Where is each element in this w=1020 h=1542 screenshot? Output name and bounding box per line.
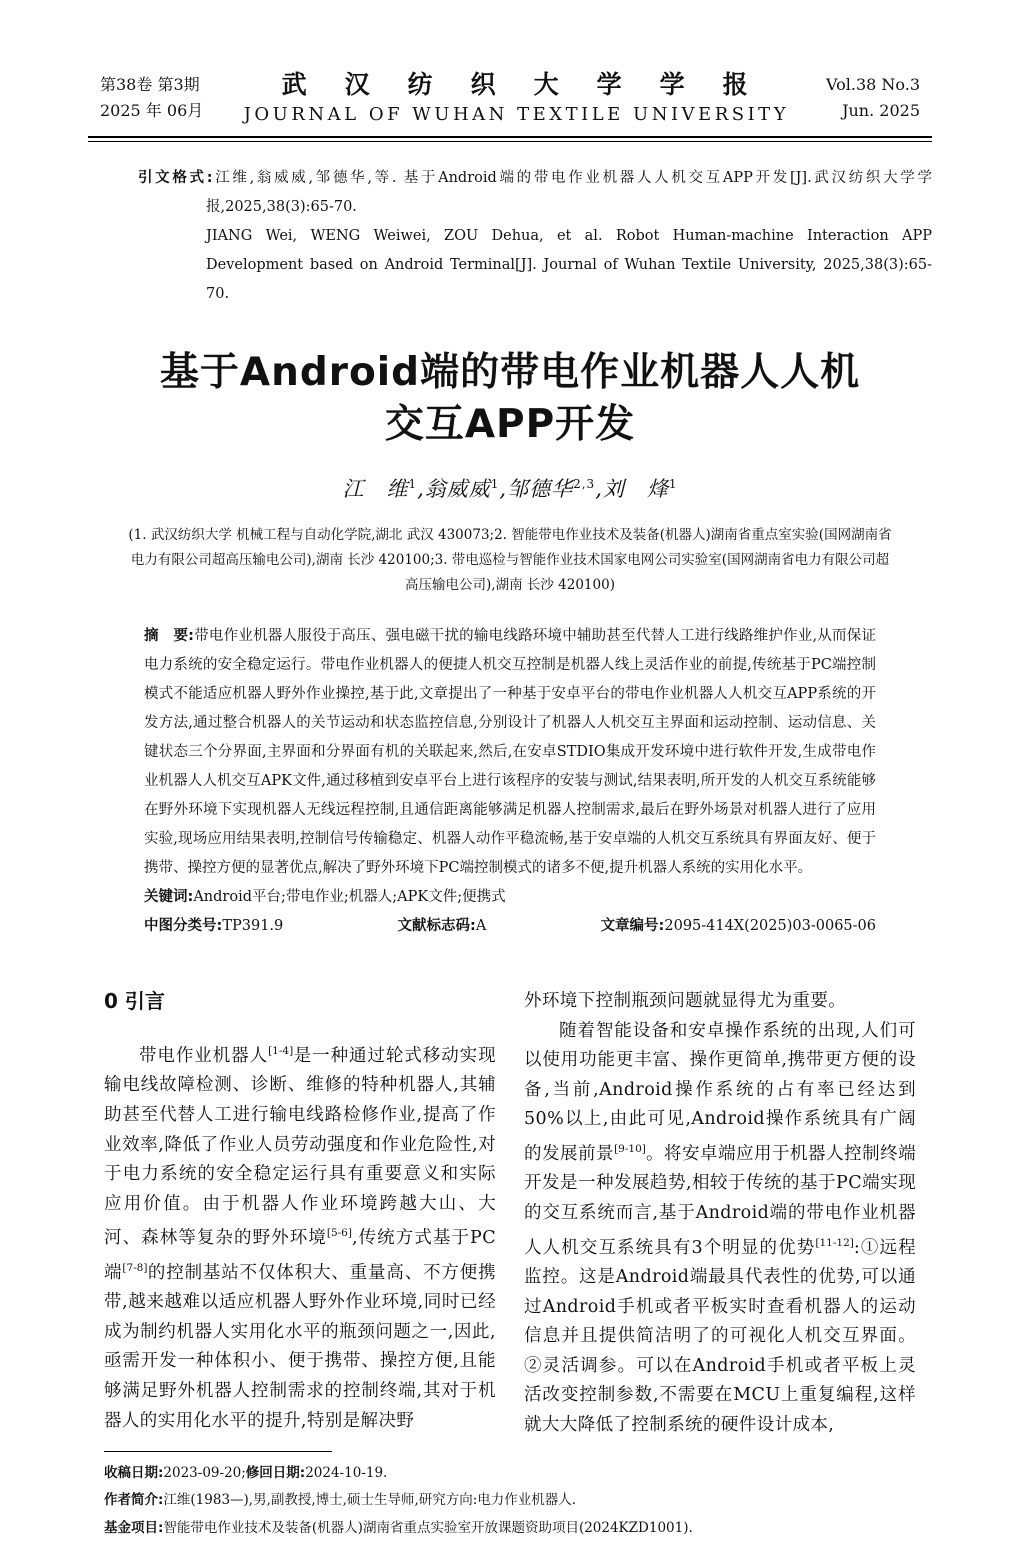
article-id-label: 文章编号: bbox=[600, 918, 665, 934]
article-title bbox=[88, 347, 932, 451]
keywords-text: Android平台;带电作业;机器人;APK文件;便携式 bbox=[193, 889, 506, 905]
volume-info bbox=[826, 72, 920, 124]
footnote-dates bbox=[104, 1460, 932, 1488]
clc-label: 中图分类号: bbox=[144, 918, 223, 934]
intro-paragraph-left: 带电作业机器人[1-4]是一种通过轮式移动实现输电线故障检测、诊断、维修的特种机器人,其辅助甚至代替人工进行输电线路检修作业,提高了作业效率,降低了作业人员劳动强度和作业危险性,对于电力系统的安全稳定运行具有重要意义和实际应用价值。由于机器人作业环境跨越大山、大河、森林等复杂的野外环境[5-6],传统方式基于PC端[7-8]的控制基站不仅体积大、重量高、不方便携带,越来越难以适应机器人野外作业环境,同时已经成为制约机器人实用化水平的瓶颈问题之一,因此,亟需开发一种体积小、便于携带、操控方便,且能够满足野外机器人控制需求的控制终端,其对于机器人的实用化水平的提升,特别是解决野 bbox=[104, 1045, 496, 1431]
citation-format-label: 引文格式: bbox=[138, 170, 213, 186]
citation-zh bbox=[138, 164, 932, 222]
received-date-label: 收稿日期: bbox=[104, 1464, 164, 1481]
journal-name-en: JOURNAL OF WUHAN TEXTILE UNIVERSITY bbox=[243, 104, 790, 125]
left-column bbox=[104, 987, 496, 1441]
citation-en: JIANG Wei, WENG Weiwei, ZOU Dehua, et al. Robot Human-machine Interaction APP Development based on Android Terminal[J]. Journal of Wuhan Textile University, 2025,38(3):65-70. bbox=[206, 228, 932, 302]
issue-date-en: Jun. 2025 bbox=[842, 101, 920, 120]
clc-value: TP391.9 bbox=[222, 918, 284, 934]
journal-masthead bbox=[88, 68, 932, 128]
abstract-text: 带电作业机器人服役于高压、强电磁干扰的输电线路环境中辅助甚至代替人工进行线路维护作业,从而保证电力系统的安全稳定运行。带电作业机器人的便捷人机交互控制是机器人线上灵活作业的前提,传统基于PC端控制模式不能适应机器人野外作业操控,基于此,文章提出了一种基于安卓平台的带电作业机器人人机交互APP系统的开发方法,通过整合机器人的关节运动和状态监控信息,分别设计了机器人人机交互主界面和运动控制、运动信息、关键状态三个分界面,主界面和分界面有机的关联起来,然后,在安卓STDIO集成开发环境中进行软件开发,生成带电作业机器人人机交互APK文件,通过移植到安卓平台上进行该程序的安装与测试,结果表明,所开发的人机交互系统能够在野外环境下实现机器人无线远程控制,且通信距离能够满足机器人控制需求,最后在野外场景对机器人进行了应用实验,现场应用结果表明,控制信号传输稳定、机器人动作平稳流畅,基于安卓端的人机交互系统具有界面友好、便于携带、操控方便的显著优点,解决了野外环境下PC端控制模式的诸多不便,提升机器人系统的实用化水平。 bbox=[144, 628, 876, 876]
keywords-label: 关键词: bbox=[144, 889, 194, 905]
footnotes-block bbox=[104, 1451, 932, 1542]
volume-number-en: Vol.38 No.3 bbox=[826, 75, 920, 94]
intro-paragraph-continuation: 外环境下控制瓶颈问题就显得尤为重要。 bbox=[524, 991, 847, 1011]
article-body bbox=[104, 987, 916, 1441]
citation-block bbox=[138, 164, 932, 309]
article-title-line2: 交互APP开发 bbox=[384, 402, 636, 447]
journal-name-block bbox=[203, 68, 826, 128]
footnote-author-bio bbox=[104, 1487, 932, 1515]
article-id bbox=[601, 912, 876, 941]
citation-zh-text: 江维,翁威威,邹德华,等. 基于Android端的带电作业机器人人机交互APP开发[J].武汉纺织大学学报,2025,38(3):65-70. bbox=[206, 170, 932, 215]
clc-number bbox=[144, 912, 283, 941]
article-id-value: 2095-414X(2025)03-0065-06 bbox=[664, 918, 876, 934]
abstract bbox=[144, 622, 876, 883]
footnote-divider bbox=[104, 1451, 332, 1452]
issue-date-zh: 2025 年 06月 bbox=[100, 101, 204, 120]
authors-line: 江 维$^1$,翁威威$^1$,邹德华$^{2,3}$,刘 烽$^1$ bbox=[342, 477, 678, 501]
received-date: 2023-09-20; bbox=[163, 1464, 246, 1481]
author-bio-label: 作者简介: bbox=[104, 1492, 164, 1509]
revised-date: 2024-10-19. bbox=[305, 1464, 388, 1481]
funding-label: 基金项目: bbox=[104, 1519, 164, 1536]
document-code bbox=[398, 912, 487, 941]
keywords-line bbox=[144, 883, 876, 912]
journal-name-zh: 武汉纺织大学学报 bbox=[281, 70, 786, 99]
affiliations: (1. 武汉纺织大学 机械工程与自动化学院,湖北 武汉 430073;2. 智能带电作业技术及装备(机器人)湖南省重点室实验(国网湖南省电力有限公司超高压输电公司),湖南 长沙 420100;3. 带电巡检与智能作业技术国家电网公司实验室(国网湖南省电力有限公司超高压输电公司),湖南 长沙 420100) bbox=[128, 527, 892, 593]
author-bio-text: 江维(1983—),男,副教授,博士,硕士生导师,研究方向:电力作业机器人. bbox=[163, 1492, 577, 1509]
right-column bbox=[524, 987, 916, 1441]
classification-row bbox=[144, 912, 876, 941]
article-title-line1: 基于Android端的带电作业机器人人机 bbox=[159, 350, 861, 395]
section-heading-introduction: 0 引言 bbox=[104, 989, 165, 1013]
issue-volume-number: 第38卷 第3期 bbox=[100, 75, 200, 94]
issue-info bbox=[100, 72, 203, 124]
document-code-label: 文献标志码: bbox=[397, 918, 476, 934]
abstract-label: 摘 要: bbox=[144, 628, 194, 644]
funding-text: 智能带电作业技术及装备(机器人)湖南省重点实验室开放课题资助项目(2024KZD1001). bbox=[163, 1519, 693, 1536]
masthead-divider bbox=[88, 136, 932, 142]
document-code-value: A bbox=[475, 918, 487, 934]
article-meta bbox=[144, 622, 876, 941]
intro-paragraph-right: 随着智能设备和安卓操作系统的出现,人们可以使用功能更丰富、操作更简单,携带更方便的设备,当前,Android操作系统的占有率已经达到50%以上,由此可见,Android操作系统具有广阔的发展前景[9-10]。将安卓端应用于机器人控制终端开发是一种发展趋势,相较于传统的基于PC端实现的交互系统而言,基于Android端的带电作业机器人人机交互系统具有3个明显的优势[11-12]:①远程监控。这是Android端最具代表性的优势,可以通过Android手机或者平板实时查看机器人的运动信息并且提供简洁明了的可视化人机交互界面。②灵活调参。可以在Android手机或者平板上灵活改变控制参数,不需要在MCU上重复编程,这样就大大降低了控制系统的硬件设计成本, bbox=[524, 1020, 917, 1435]
revised-date-label: 修回日期: bbox=[245, 1464, 306, 1481]
footnote-funding bbox=[104, 1515, 932, 1542]
